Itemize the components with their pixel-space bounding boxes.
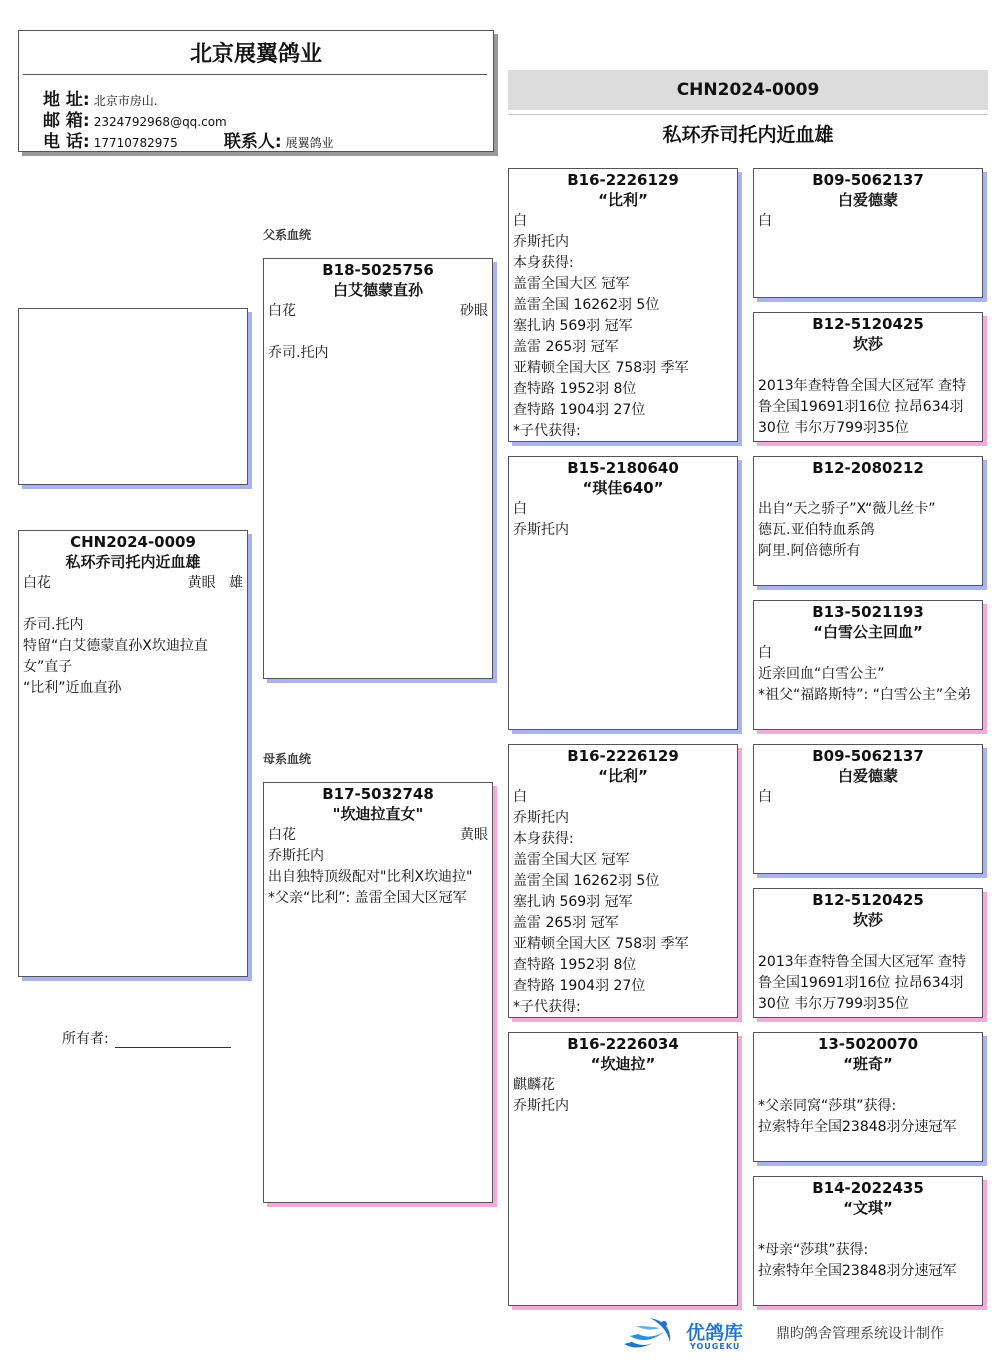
email-value: 2324792968@qq.com — [93, 115, 227, 129]
ssd-line — [758, 355, 978, 376]
ss-name: “比利” — [598, 191, 648, 209]
ds-line: 乔斯托内 — [513, 810, 569, 826]
sds-line: 阿里.阿倍德所有 — [758, 543, 861, 559]
owner-field — [62, 1028, 231, 1048]
dd-body — [509, 1075, 737, 1117]
sire-body — [264, 301, 492, 364]
sss-name: 白爱德蒙 — [837, 191, 898, 209]
sire-card — [263, 258, 493, 679]
dam-body — [264, 825, 492, 909]
sire-line-label: 父系血统 — [263, 228, 312, 242]
ds-id: B16-2226129 — [567, 747, 679, 765]
dss-id: B09-5062137 — [812, 747, 924, 765]
ddd-line — [758, 1219, 978, 1240]
dss-line: 白 — [758, 789, 772, 805]
ss-line: 乔斯托内 — [513, 234, 569, 250]
sd-id: B15-2180640 — [567, 459, 679, 477]
dam-line: *父亲“比利”: 盖雷全国大区冠军 — [268, 890, 467, 906]
sss-body — [754, 211, 982, 232]
dam-card — [263, 782, 493, 1203]
sdd-line: 白 — [758, 645, 772, 661]
footer-brand-sub: YOUGEKU — [690, 1342, 741, 1351]
dd-id: B16-2226034 — [567, 1035, 679, 1053]
dam-eye: 黄眼 — [460, 827, 488, 843]
ss-body — [509, 211, 737, 442]
phone-value: 17710782975 — [93, 136, 178, 150]
dds-id: 13-5020070 — [817, 1035, 919, 1053]
dd-name: “坎迪拉” — [590, 1055, 656, 1073]
header-divider — [23, 74, 487, 75]
ds-line: *子代获得: — [513, 999, 581, 1015]
sdd-line: *祖父“福路斯特”: “白雪公主”全弟 — [758, 687, 972, 703]
ds-line: 盖雷 265羽 冠军 — [513, 915, 619, 931]
ssd-body — [754, 355, 982, 439]
dds-line: *父亲同窝“莎琪”获得: — [758, 1098, 897, 1114]
ds-line: 查特路 1904羽 27位 — [513, 978, 646, 994]
breeder-header — [18, 30, 494, 152]
owner-blank — [115, 1047, 231, 1048]
sss-id: B09-5062137 — [812, 171, 924, 189]
phone-row — [43, 127, 334, 152]
sd-line: 白 — [513, 501, 527, 517]
ggp-sds-card — [753, 456, 983, 586]
breeder-title: 北京展翼鸽业 — [189, 42, 322, 67]
ggp-sss-card — [753, 168, 983, 298]
sd-line: 乔斯托内 — [513, 522, 569, 538]
ssd-id: B12-5120425 — [812, 315, 924, 333]
ss-line: 盖雷全国 16262羽 5位 — [513, 297, 660, 313]
address-label: 地 址: — [43, 90, 90, 110]
ssd-line: 2013年查特鲁全国大区冠军 查特鲁全国19691羽16位 拉昂634羽30位 韦尔万799羽35位 — [758, 378, 967, 436]
sire-traits — [268, 301, 488, 322]
sire-color: 白花 — [268, 303, 296, 319]
dsd-id: B12-5120425 — [812, 891, 924, 909]
ddd-name: “文琪” — [843, 1199, 893, 1217]
address-value: 北京市房山. — [93, 94, 158, 108]
subject-traits — [23, 573, 243, 594]
sire-eye: 砂眼 — [460, 303, 488, 319]
ds-line: 塞扎讷 569羽 冠军 — [513, 894, 633, 910]
dsd-body — [754, 931, 982, 1015]
footer-brand: 优鸽库 — [686, 1322, 744, 1344]
dds-name: “班奇” — [843, 1055, 893, 1073]
subject-line: 特留“白艾德蒙直孙X坎迪拉直女”直子 — [23, 638, 208, 675]
phone-label: 电 话: — [43, 132, 90, 152]
sdd-name: “白雪公主回血” — [813, 623, 923, 641]
ggp-ddd-card — [753, 1176, 983, 1306]
grandsire-paternal-card — [508, 168, 738, 442]
dds-line — [758, 1075, 978, 1096]
ddd-line: 拉索特年全国23848羽分速冠军 — [758, 1263, 957, 1279]
subject-id: CHN2024-0009 — [70, 533, 196, 551]
subject-sex: 雄 — [229, 575, 243, 591]
photo-frame — [18, 308, 248, 485]
subject-line: 乔司.托内 — [23, 617, 84, 633]
contact-label: 联系人: — [223, 132, 282, 152]
ggp-sdd-card — [753, 600, 983, 730]
subject-name: 私环乔司托内近血雄 — [65, 553, 201, 571]
sd-name: “琪佳640” — [582, 479, 664, 497]
ss-line: 本身获得: — [513, 255, 574, 271]
sds-line — [758, 478, 978, 499]
ss-line: 白 — [513, 213, 527, 229]
ggp-dsd-card — [753, 888, 983, 1018]
ds-body — [509, 787, 737, 1018]
ss-line: 盖雷全国大区 冠军 — [513, 276, 630, 292]
ds-line: 本身获得: — [513, 831, 574, 847]
ds-line: 亚精顿全国大区 758羽 季军 — [513, 936, 689, 952]
ssd-name: 坎莎 — [852, 335, 883, 353]
ddd-body — [754, 1219, 982, 1282]
sd-body — [509, 499, 737, 541]
dd-line: 麒麟花 — [513, 1077, 555, 1093]
dsd-line — [758, 931, 978, 952]
sds-line: 出自“天之骄子”X“薇儿丝卡” — [758, 501, 936, 517]
dsd-line: 2013年查特鲁全国大区冠军 查特鲁全国19691羽16位 拉昂634羽30位 韦尔万799羽35位 — [758, 954, 967, 1012]
top-pigeon-name: 私环乔司托内近血雄 — [662, 124, 834, 146]
sdd-body — [754, 643, 982, 706]
dam-traits — [268, 825, 488, 846]
footer-credit: 鼎昀鸽舍管理系统设计制作 — [776, 1326, 944, 1342]
grandsire-maternal-card — [508, 744, 738, 1018]
dam-line: 乔斯托内 — [268, 848, 324, 864]
ds-line: 查特路 1952羽 8位 — [513, 957, 637, 973]
spacer — [268, 322, 488, 343]
sdd-line: 近亲回血“白雪公主” — [758, 666, 885, 682]
dam-name: "坎迪拉直女" — [332, 805, 424, 823]
ss-line: 查特路 1952羽 8位 — [513, 381, 637, 397]
sss-line: 白 — [758, 213, 772, 229]
ggp-dss-card — [753, 744, 983, 874]
ss-id: B16-2226129 — [567, 171, 679, 189]
yougeku-logo-icon — [620, 1312, 682, 1356]
footer — [620, 1312, 990, 1356]
dss-name: 白爱德蒙 — [837, 767, 898, 785]
ss-line: 查特路 1904羽 27位 — [513, 402, 646, 418]
dd-line: 乔斯托内 — [513, 1098, 569, 1114]
sds-id: B12-2080212 — [812, 459, 924, 477]
dam-line-label: 母系血统 — [263, 752, 312, 766]
sire-id: B18-5025756 — [322, 261, 434, 279]
spacer — [23, 594, 243, 615]
dam-line: 出自独特顶级配对"比利X坎迪拉" — [268, 869, 473, 885]
contact-value: 展翼鸽业 — [285, 136, 334, 150]
email-label: 邮 箱: — [43, 111, 90, 131]
ggp-ssd-card — [753, 312, 983, 442]
dds-line: 拉索特年全国23848羽分速冠军 — [758, 1119, 957, 1135]
ds-line: 盖雷全国大区 冠军 — [513, 852, 630, 868]
ss-line: 盖雷 265羽 冠军 — [513, 339, 619, 355]
subject-card — [18, 530, 248, 977]
sire-line: 乔司.托内 — [268, 345, 329, 361]
sds-line: 德瓦.亚伯特血系鸽 — [758, 522, 875, 538]
sire-name: 白艾德蒙直孙 — [332, 281, 423, 299]
dam-color: 白花 — [268, 827, 296, 843]
subject-color: 白花 — [23, 575, 51, 591]
top-ring-band: CHN2024-0009 — [508, 70, 988, 110]
dsd-name: 坎莎 — [852, 911, 883, 929]
ds-line: 白 — [513, 789, 527, 805]
ddd-id: B14-2022435 — [812, 1179, 924, 1197]
band-divider — [508, 114, 988, 115]
subject-eye: 黄眼 — [187, 575, 216, 591]
ss-line: 塞扎讷 569羽 冠军 — [513, 318, 633, 334]
ss-line: 亚精顿全国大区 758羽 季军 — [513, 360, 689, 376]
ddd-line: *母亲“莎琪”获得: — [758, 1242, 869, 1258]
dss-body — [754, 787, 982, 808]
owner-label: 所有者: — [62, 1031, 109, 1047]
sds-body — [754, 478, 982, 562]
ggp-dds-card — [753, 1032, 983, 1162]
subject-body — [19, 573, 247, 699]
subject-line: “比利”近血直孙 — [23, 680, 122, 696]
sdd-id: B13-5021193 — [812, 603, 924, 621]
dds-body — [754, 1075, 982, 1138]
granddam-maternal-card — [508, 1032, 738, 1306]
ss-line: *子代获得: — [513, 423, 581, 439]
ds-name: “比利” — [598, 767, 648, 785]
dam-id: B17-5032748 — [322, 785, 434, 803]
granddam-paternal-card — [508, 456, 738, 730]
ds-line: 盖雷全国 16262羽 5位 — [513, 873, 660, 889]
